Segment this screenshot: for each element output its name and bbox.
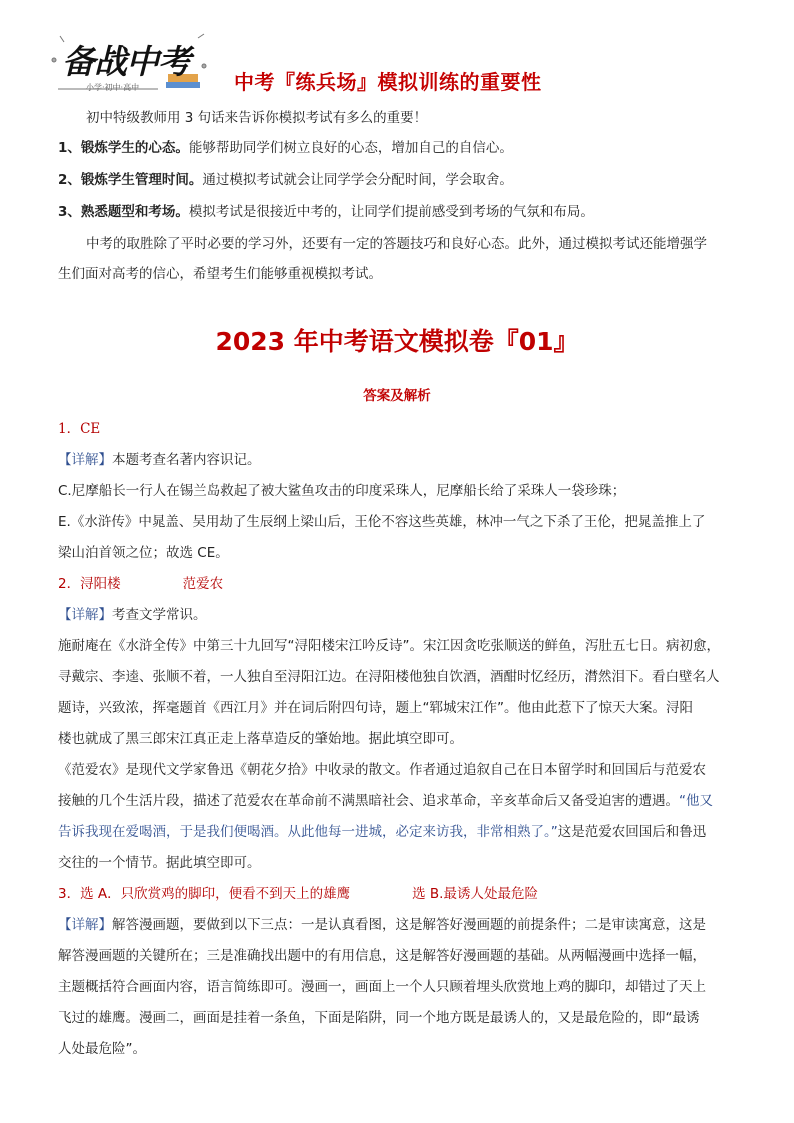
banner-closing-1: 中考的取胜除了平时必要的学习外，还要有一定的答题技巧和良好心态。此外，通过模拟考试还能增强学 — [86, 236, 707, 252]
q2-detail — [58, 600, 742, 631]
point-lead: 1、锻炼学生的心态。 — [58, 140, 189, 156]
q2-answer-a: 2．浔阳楼 — [58, 576, 121, 592]
logo — [48, 30, 210, 98]
detail-text: 考查文学常识。 — [112, 607, 207, 623]
point-lead: 2、锻炼学生管理时间。 — [58, 172, 203, 188]
q1-line-e2: 梁山泊首领之位；故选 CE。 — [58, 545, 229, 561]
detail-tag: 【详解】 — [58, 452, 112, 468]
banner-point-2 — [58, 170, 513, 190]
question-2 — [58, 569, 742, 879]
q3-line: 人处最危险”。 — [58, 1041, 146, 1057]
q1-line-e1: E.《水浒传》中晁盖、吴用劫了生辰纲上梁山后，王伦不容这些英雄，林冲一气之下杀了王伦，把晁盖推上了 — [58, 514, 706, 530]
q2-para2-line — [58, 817, 742, 848]
q3-answer-b: 选 B.最诱人处最危险 — [412, 886, 538, 902]
q1-answer: 1．CE — [58, 421, 101, 437]
detail-text: 本题考查名著内容识记。 — [112, 452, 261, 468]
banner-point-3 — [58, 202, 594, 222]
banner-closing-2: 生们面对高考的信心，希望考生们能够重视模拟考试。 — [58, 266, 382, 282]
exam-subtitle: 答案及解析 — [363, 388, 431, 404]
q1-detail — [58, 445, 742, 476]
question-1 — [58, 414, 742, 569]
banner-title: 中考『练兵场』模拟训练的重要性 — [234, 70, 542, 94]
point-text: 模拟考试是很接近中考的，让同学们提前感受到考场的气氛和布局。 — [188, 204, 594, 220]
exam-title: 2023 年中考语文模拟卷『01』 — [215, 327, 579, 356]
q2-para2-text: 接触的几个生活片段，描述了范爱农在革命前不满黑暗社会、追求革命，辛亥革命后又备受迫害的遭遇。 — [58, 793, 679, 809]
q3-line: 飞过的雄鹰。漫画二，画面是挂着一条鱼，下面是陷阱，同一个地方既是最诱人的，又是最危险的，即“最诱 — [58, 1010, 700, 1026]
banner-intro: 初中特级教师用 3 句话来告诉你模拟考试有多么的重要！ — [86, 110, 428, 126]
q3-detail — [58, 910, 742, 941]
q3-answer-a: 3．选 A．只欣赏鸡的脚印，便看不到天上的雄鹰 — [58, 886, 351, 902]
q2-quote-b: 告诉我现在爱喝酒，于是我们便喝酒。从此他每一进城，必定来访我，非常相熟了。” — [58, 824, 558, 840]
q2-para2-last: 交往的一个情节。据此填空即可。 — [58, 855, 261, 871]
point-text: 能够帮助同学们树立良好的心态，增加自己的自信心。 — [188, 140, 513, 156]
q3-answer — [58, 879, 742, 910]
logo-tagline: 小学·初中·高中 — [86, 83, 140, 92]
q2-answer — [58, 569, 742, 600]
q2-para2-line — [58, 786, 742, 817]
q3-line: 主题概括符合画面内容，语言简练即可。漫画一，画面上一个人只顾着埋头欣赏地上鸡的脚印，却错过了天上 — [58, 979, 706, 995]
logo-text: 备战中考 — [62, 42, 190, 81]
q2-tail: 这是范爱农回国后和鲁迅 — [557, 824, 707, 840]
q3-line: 解答漫画题的关键所在；三是准确找出题中的有用信息，这是解答好漫画题的基础。从两幅漫画中选择一幅， — [58, 948, 706, 964]
q2-para2-line: 《范爱农》是现代文学家鲁迅《朝花夕拾》中收录的散文。作者通过追叙自己在日本留学时和回国后与范爱农 — [58, 762, 706, 778]
point-lead: 3、熟悉题型和考场。 — [58, 204, 189, 220]
point-text: 通过模拟考试就会让同学学会分配时间，学会取舍。 — [202, 172, 513, 188]
detail-tag: 【详解】 — [58, 607, 112, 623]
q2-para1-line: 楼也就成了黑三郎宋江真正走上落草造反的肇始地。据此填空即可。 — [58, 731, 463, 747]
q2-quote-a: “他又 — [679, 793, 713, 809]
question-3 — [58, 879, 742, 1065]
q2-answer-b: 范爱农 — [182, 576, 224, 592]
q2-para1-line: 题诗，兴致浓，挥毫题首《西江月》并在词后附四句诗，题上“郓城宋江作”。他由此惹下了惊天大案。浔阳 — [58, 700, 693, 716]
q1-line-c: C.尼摩船长一行人在锡兰岛救起了被大鲨鱼攻击的印度采珠人，尼摩船长给了采珠人一袋珍珠； — [58, 483, 626, 499]
detail-tag: 【详解】 — [58, 917, 112, 933]
q2-para1-line: 施耐庵在《水浒全传》中第三十九回写“浔阳楼宋江吟反诗”。宋江因贪吃张顺送的鲜鱼，泻肚五七日。病初愈， — [58, 638, 720, 654]
q2-para1-line: 寻戴宗、李逵、张顺不着，一人独自至浔阳江边。在浔阳楼他独自饮酒，酒酣时忆经历，潸然泪下。看白壁名人 — [58, 669, 720, 685]
banner-point-1 — [58, 138, 513, 158]
q3-line: 解答漫画题，要做到以下三点：一是认真看图，这是解答好漫画题的前提条件；二是审读寓意，这是 — [112, 917, 706, 933]
